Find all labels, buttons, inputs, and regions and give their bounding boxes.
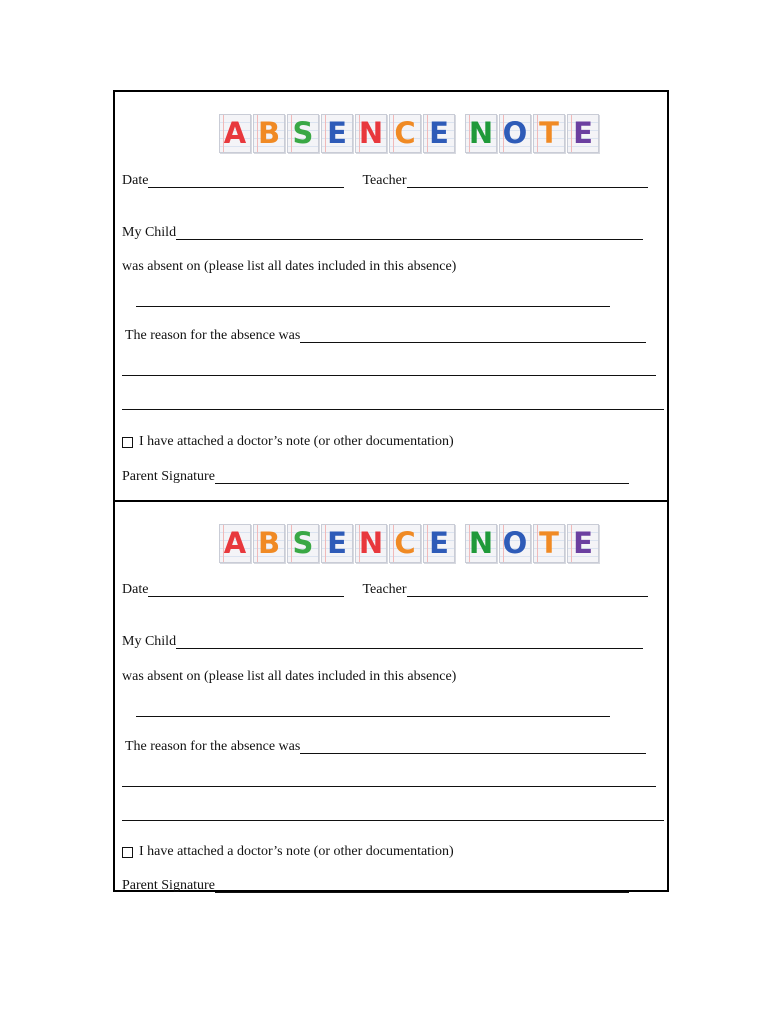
teacher-label: Teacher bbox=[362, 173, 407, 188]
absent-dates-row bbox=[136, 702, 610, 719]
title-letter-tile bbox=[533, 114, 565, 153]
absent-dates-row bbox=[136, 292, 610, 309]
title-letter-tile bbox=[389, 114, 421, 153]
title-letter-tile bbox=[219, 524, 251, 563]
reason-field-line-2[interactable] bbox=[122, 361, 656, 376]
title-letter: C bbox=[394, 116, 416, 150]
title-letter: O bbox=[502, 526, 528, 560]
child-row bbox=[122, 224, 643, 242]
title-letter-tile bbox=[567, 114, 599, 153]
title-letter: B bbox=[257, 116, 281, 150]
signature-label: Parent Signature bbox=[122, 878, 215, 893]
absence-note-title bbox=[219, 524, 601, 564]
child-name-field[interactable] bbox=[176, 225, 643, 240]
doctor-note-label: I have attached a doctor’s note (or other documentation) bbox=[139, 434, 454, 449]
title-letter: N bbox=[468, 116, 494, 150]
title-letter-tile bbox=[321, 524, 353, 563]
date-teacher-row bbox=[122, 581, 648, 599]
reason-label: The reason for the absence was bbox=[125, 328, 301, 343]
title-letter-tile bbox=[465, 114, 497, 153]
title-letter: T bbox=[539, 526, 559, 560]
title-letter-tile bbox=[253, 114, 285, 153]
absent-dates-label-row bbox=[122, 258, 456, 276]
title-letter: E bbox=[327, 526, 347, 560]
title-letter-tile bbox=[389, 524, 421, 563]
reason-line-3-row bbox=[122, 395, 664, 412]
signature-label: Parent Signature bbox=[122, 469, 215, 484]
absent-dates-label: was absent on (please list all dates included in this absence) bbox=[122, 669, 457, 684]
reason-field-line-3[interactable] bbox=[122, 395, 664, 410]
title-letter: E bbox=[429, 116, 449, 150]
title-letter: O bbox=[502, 116, 528, 150]
date-field[interactable] bbox=[148, 582, 344, 597]
title-letter-tile bbox=[355, 114, 387, 153]
reason-label: The reason for the absence was bbox=[125, 739, 301, 754]
title-letter: E bbox=[429, 526, 449, 560]
title-letter-tile bbox=[533, 524, 565, 563]
title-letter-tile bbox=[465, 524, 497, 563]
child-label: My Child bbox=[122, 634, 177, 649]
teacher-field[interactable] bbox=[407, 173, 648, 188]
reason-line-3-row bbox=[122, 806, 664, 823]
reason-field-line-2[interactable] bbox=[122, 772, 656, 787]
title-letter: E bbox=[327, 116, 347, 150]
absent-dates-field[interactable] bbox=[136, 702, 610, 717]
title-letter-tile bbox=[287, 524, 319, 563]
title-letter-tile bbox=[253, 524, 285, 563]
title-letter-tile bbox=[423, 524, 455, 563]
date-teacher-row bbox=[122, 172, 648, 190]
title-letter: E bbox=[573, 116, 593, 150]
absence-note-sheet bbox=[113, 90, 669, 892]
doctor-note-label: I have attached a doctor’s note (or other documentation) bbox=[139, 844, 454, 859]
title-letter-tile bbox=[567, 524, 599, 563]
date-label: Date bbox=[122, 582, 149, 597]
reason-field-line-3[interactable] bbox=[122, 806, 664, 821]
doctor-note-checkbox[interactable] bbox=[122, 847, 133, 858]
title-letter-tile bbox=[355, 524, 387, 563]
date-field[interactable] bbox=[148, 173, 344, 188]
doctor-note-checkbox[interactable] bbox=[122, 437, 133, 448]
title-letter-tile bbox=[219, 114, 251, 153]
reason-line-2-row bbox=[122, 361, 656, 378]
signature-field[interactable] bbox=[215, 469, 629, 484]
title-letter: A bbox=[223, 116, 247, 150]
reason-row bbox=[125, 738, 646, 756]
doctor-note-row bbox=[122, 433, 454, 451]
absent-dates-field[interactable] bbox=[136, 292, 610, 307]
title-letter-tile bbox=[423, 114, 455, 153]
reason-line-2-row bbox=[122, 772, 656, 789]
absent-dates-label-row bbox=[122, 668, 456, 686]
teacher-label: Teacher bbox=[362, 582, 407, 597]
reason-field[interactable] bbox=[300, 328, 646, 343]
absent-dates-label: was absent on (please list all dates included in this absence) bbox=[122, 259, 457, 274]
title-letter: E bbox=[573, 526, 593, 560]
title-letter: T bbox=[539, 116, 559, 150]
title-letter: N bbox=[358, 526, 384, 560]
reason-row bbox=[125, 327, 646, 345]
doctor-note-row bbox=[122, 843, 454, 861]
child-row bbox=[122, 633, 643, 651]
child-name-field[interactable] bbox=[176, 634, 643, 649]
absence-note-title bbox=[219, 114, 601, 154]
title-letter: B bbox=[257, 526, 281, 560]
signature-field[interactable] bbox=[215, 878, 629, 893]
signature-row bbox=[122, 468, 629, 486]
title-letter-tile bbox=[499, 114, 531, 153]
title-letter-tile bbox=[499, 524, 531, 563]
date-label: Date bbox=[122, 173, 149, 188]
title-letter: C bbox=[394, 526, 416, 560]
title-letter: N bbox=[358, 116, 384, 150]
absence-note-2 bbox=[115, 502, 667, 911]
title-letter: A bbox=[223, 526, 247, 560]
child-label: My Child bbox=[122, 225, 177, 240]
title-letter: S bbox=[292, 526, 314, 560]
title-letter: S bbox=[292, 116, 314, 150]
signature-row bbox=[122, 877, 629, 895]
teacher-field[interactable] bbox=[407, 582, 648, 597]
absence-note-1 bbox=[115, 92, 667, 501]
title-letter-tile bbox=[287, 114, 319, 153]
title-letter-tile bbox=[321, 114, 353, 153]
reason-field[interactable] bbox=[300, 739, 646, 754]
title-letter: N bbox=[468, 526, 494, 560]
